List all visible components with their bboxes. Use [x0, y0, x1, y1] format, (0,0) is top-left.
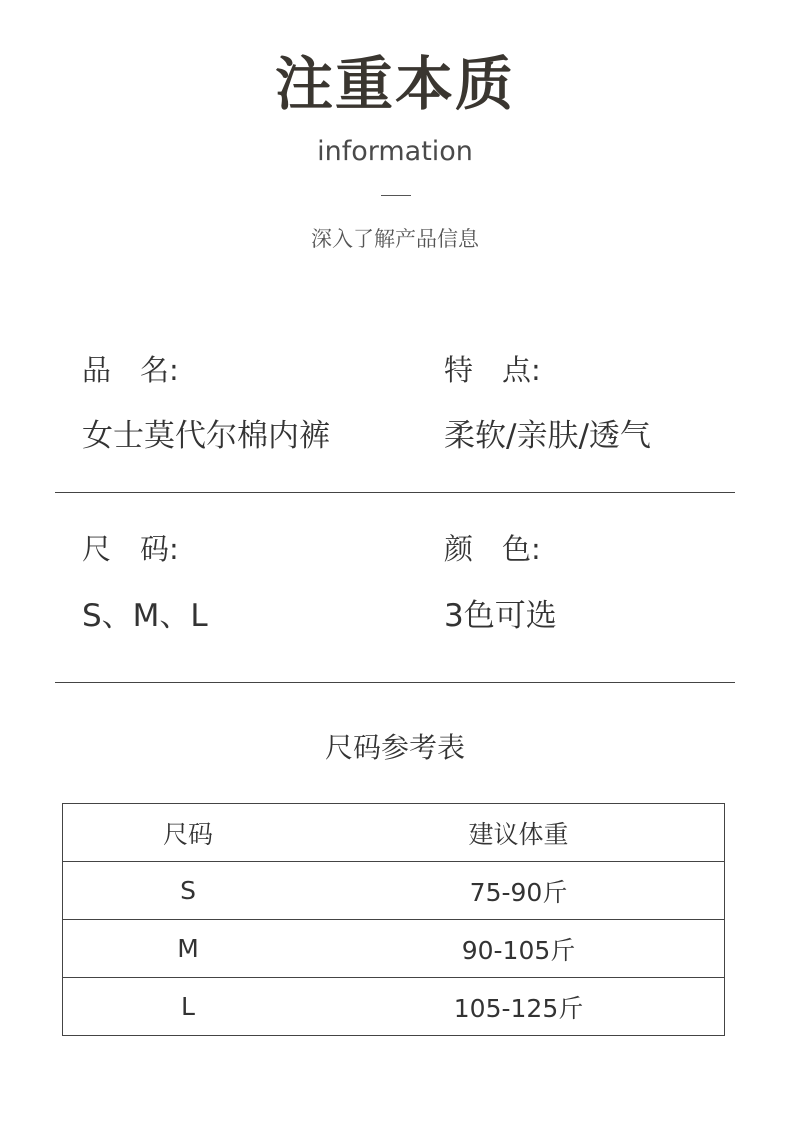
size-label: 尺 码: [82, 532, 179, 566]
product-name-value: 女士莫代尔棉内裤 [82, 418, 330, 454]
title-divider [381, 195, 411, 196]
size-chart-title: 尺码参考表 [324, 731, 465, 764]
size-chart-table [62, 803, 725, 1036]
weight-cell: 90-105斤 [313, 920, 725, 978]
table-row [63, 862, 725, 920]
feature-label: 特 点: [444, 353, 541, 387]
section-divider [55, 492, 735, 493]
english-subtitle: information [317, 136, 473, 167]
table-row [63, 920, 725, 978]
size-column-header: 尺码 [63, 804, 314, 862]
color-label: 颜 色: [444, 532, 541, 566]
size-value: S、M、L [82, 598, 208, 634]
size-cell: M [63, 920, 314, 978]
size-cell: L [63, 978, 314, 1036]
page-title: 注重本质 [274, 50, 515, 118]
weight-column-header: 建议体重 [313, 804, 725, 862]
product-name-label: 品 名: [82, 353, 179, 387]
weight-cell: 75-90斤 [313, 862, 725, 920]
feature-value: 柔软/亲肤/透气 [444, 418, 651, 454]
color-value: 3色可选 [444, 598, 557, 634]
section-divider [55, 682, 735, 683]
size-cell: S [63, 862, 314, 920]
table-row [63, 978, 725, 1036]
weight-cell: 105-125斤 [313, 978, 725, 1036]
table-header-row [63, 804, 725, 862]
chinese-subtitle: 深入了解产品信息 [311, 227, 479, 251]
